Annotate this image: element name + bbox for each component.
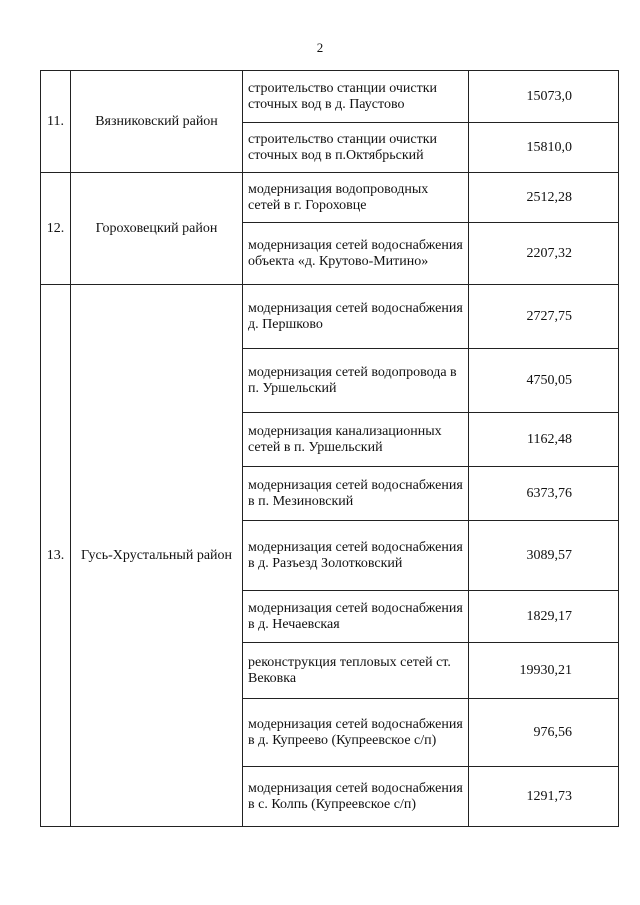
project-value: 2207,32 <box>469 223 619 285</box>
project-description: модернизация канализационных сетей в п. Уршельский <box>243 413 469 467</box>
district-name: Вязниковский район <box>71 71 243 173</box>
district-projects-table <box>40 70 619 827</box>
project-value: 19930,21 <box>469 643 619 699</box>
project-value: 1829,17 <box>469 591 619 643</box>
row-number: 11. <box>41 71 71 173</box>
project-description: модернизация сетей водоснабжения объекта «д. Крутово-Митино» <box>243 223 469 285</box>
table-row <box>41 71 619 123</box>
project-description: модернизация сетей водоснабжения в д. Купреево (Купреевское с/п) <box>243 699 469 767</box>
project-value: 15073,0 <box>469 71 619 123</box>
project-value: 6373,76 <box>469 467 619 521</box>
row-number: 12. <box>41 173 71 285</box>
project-description: модернизация сетей водоснабжения в с. Колпь (Купреевское с/п) <box>243 767 469 827</box>
page-number: 2 <box>316 40 324 55</box>
project-value: 1162,48 <box>469 413 619 467</box>
table-row <box>41 173 619 223</box>
project-description: модернизация сетей водоснабжения в п. Мезиновский <box>243 467 469 521</box>
project-value: 3089,57 <box>469 521 619 591</box>
district-name: Гороховецкий район <box>71 173 243 285</box>
project-description: модернизация сетей водоснабжения в д. Разъезд Золотковский <box>243 521 469 591</box>
project-description: модернизация сетей водоснабжения д. Першково <box>243 285 469 349</box>
project-value: 1291,73 <box>469 767 619 827</box>
project-value: 15810,0 <box>469 123 619 173</box>
project-value: 2512,28 <box>469 173 619 223</box>
project-value: 976,56 <box>469 699 619 767</box>
project-value: 4750,05 <box>469 349 619 413</box>
row-number: 13. <box>41 285 71 827</box>
project-description: строительство станции очистки сточных вод в п.Октябрьский <box>243 123 469 173</box>
project-description: модернизация сетей водоснабжения в д. Нечаевская <box>243 591 469 643</box>
project-value: 2727,75 <box>469 285 619 349</box>
district-name: Гусь-Хрустальный район <box>71 285 243 827</box>
table-row <box>41 285 619 349</box>
project-description: модернизация водопроводных сетей в г. Гороховце <box>243 173 469 223</box>
project-description: модернизация сетей водопровода в п. Уршельский <box>243 349 469 413</box>
project-description: реконструкция тепловых сетей ст. Вековка <box>243 643 469 699</box>
project-description: строительство станции очистки сточных вод в д. Паустово <box>243 71 469 123</box>
